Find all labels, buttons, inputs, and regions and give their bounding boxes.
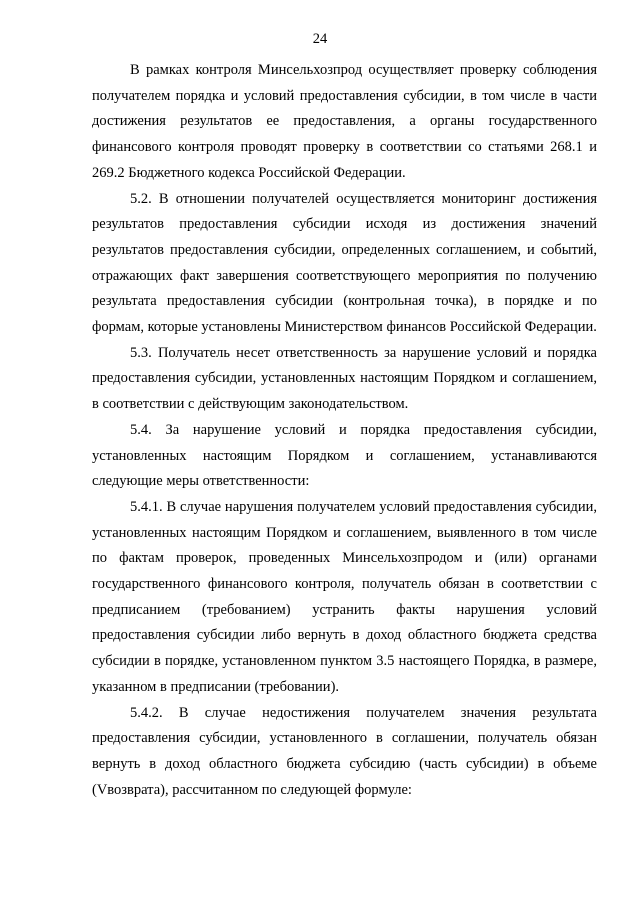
paragraph-5-4-1: 5.4.1. В случае нарушения получателем условий предоставления субсидии, установленных настоящим Порядком и соглашением, выявленного в том числе по фактам проверок, проведенных Минсельхозпродом и (или) органами государственного финансового контроля, получатель обязан в соответствии с предписанием (требованием) устранить факты нарушения условий предоставления субсидии либо вернуть в доход областного бюджета средства субсидии в порядке, установленном пунктом 3.5 настоящего Порядка, в размере, указанном в предписании (требовании). <box>92 498 597 695</box>
paragraph-5-3: 5.3. Получатель несет ответственность за нарушение условий и порядка предоставления субсидии, установленных настоящим Порядком и соглашением, в соответствии с действующим законодательством. <box>92 344 597 413</box>
paragraph-5-4-2: 5.4.2. В случае недостижения получателем значения результата предоставления субсидии, установленного в соглашении, получатель обязан вернуть в доход областного бюджета субсидию (часть субсидии) в объеме (Vвозврата), рассчитанном по следующей формуле: <box>92 704 597 798</box>
page-number: 24 <box>312 31 328 47</box>
document-body <box>92 58 597 803</box>
paragraph-5-2: 5.2. В отношении получателей осуществляется мониторинг достижения результатов предоставления субсидии исходя из достижения значений результатов предоставления субсидии, определенных соглашением, и событий, отражающих факт завершения соответствующего мероприятия по получению результата предоставления субсидии (контрольная точка), в порядке и по формам, которые установлены Министерством финансов Российской Федерации. <box>92 190 597 336</box>
paragraph-control: В рамках контроля Минсельхозпрод осуществляет проверку соблюдения получателем порядка и условий предоставления субсидии, в том числе в части достижения результатов ее предоставления, а органы государственного финансового контроля проводят проверку в соответствии со статьями 268.1 и 269.2 Бюджетного кодекса Российской Федерации. <box>92 62 597 181</box>
paragraph-5-4: 5.4. За нарушение условий и порядка предоставления субсидии, установленных настоящим Порядком и соглашением, устанавливаются следующие меры ответственности: <box>92 421 597 490</box>
